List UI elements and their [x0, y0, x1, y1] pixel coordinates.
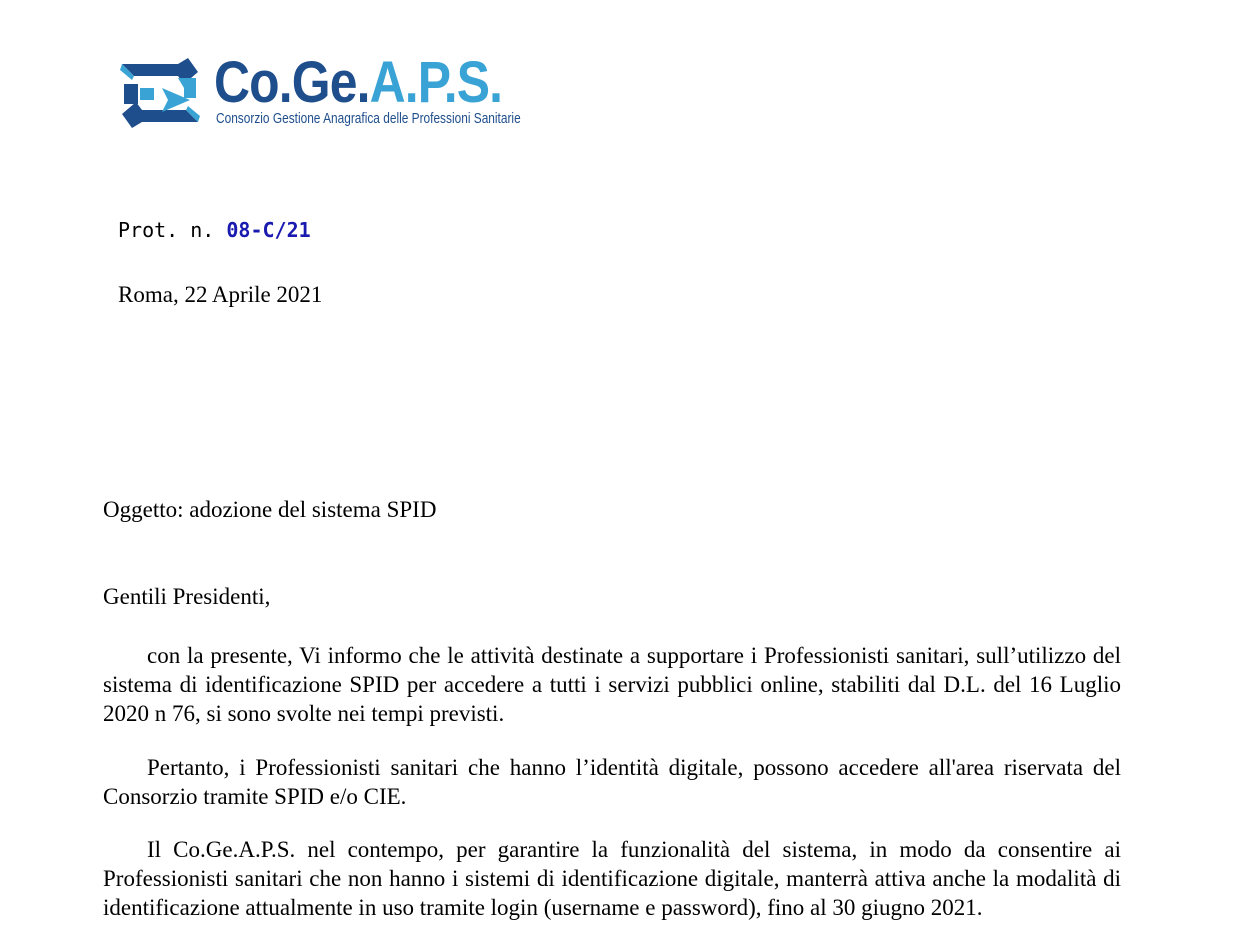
protocol-label: Prot. n. [118, 218, 215, 242]
cogeaps-logo-mark-icon [118, 58, 202, 128]
body-paragraph-3: Il Co.Ge.A.P.S. nel contempo, per garantire la funzionalità del sistema, in modo da consentire ai Professionisti sanitari che non hanno i sistemi di identificazione digitale, manterrà attiva anche la modalità di identificazione attualmente in uso tramite login (username e password), fino al 30 giugno 2021. [103, 837, 1121, 920]
logo-subtitle: Consorzio Gestione Anagrafica delle Professioni Sanitarie [216, 111, 521, 127]
letter-date: Roma, 22 Aprile 2021 [118, 282, 323, 307]
protocol-line [118, 218, 311, 242]
body-paragraph-2: Pertanto, i Professionisti sanitari che hanno l’identità digitale, possono accedere all'area riservata del Consorzio tramite SPID e/o CIE. [103, 755, 1121, 809]
logo-name-part1: Co.Ge. [214, 50, 370, 115]
letter-greeting: Gentili Presidenti, [103, 584, 271, 609]
body-paragraph-1: con la presente, Vi informo che le attività destinate a supportare i Professionisti sanitari, sull’utilizzo del sistema di identificazione SPID per accedere a tutti i servizi pubblici online, stabiliti dal D.L. del 16 Luglio 2020 n 76, si sono svolte nei tempi previsti. [103, 643, 1121, 726]
protocol-number: 08-C/21 [226, 218, 311, 242]
logo-name-part2: A.P.S. [369, 50, 503, 115]
cogeaps-logo [118, 50, 521, 136]
logo-name [214, 50, 503, 115]
letter-subject: Oggetto: adozione del sistema SPID [103, 497, 437, 522]
